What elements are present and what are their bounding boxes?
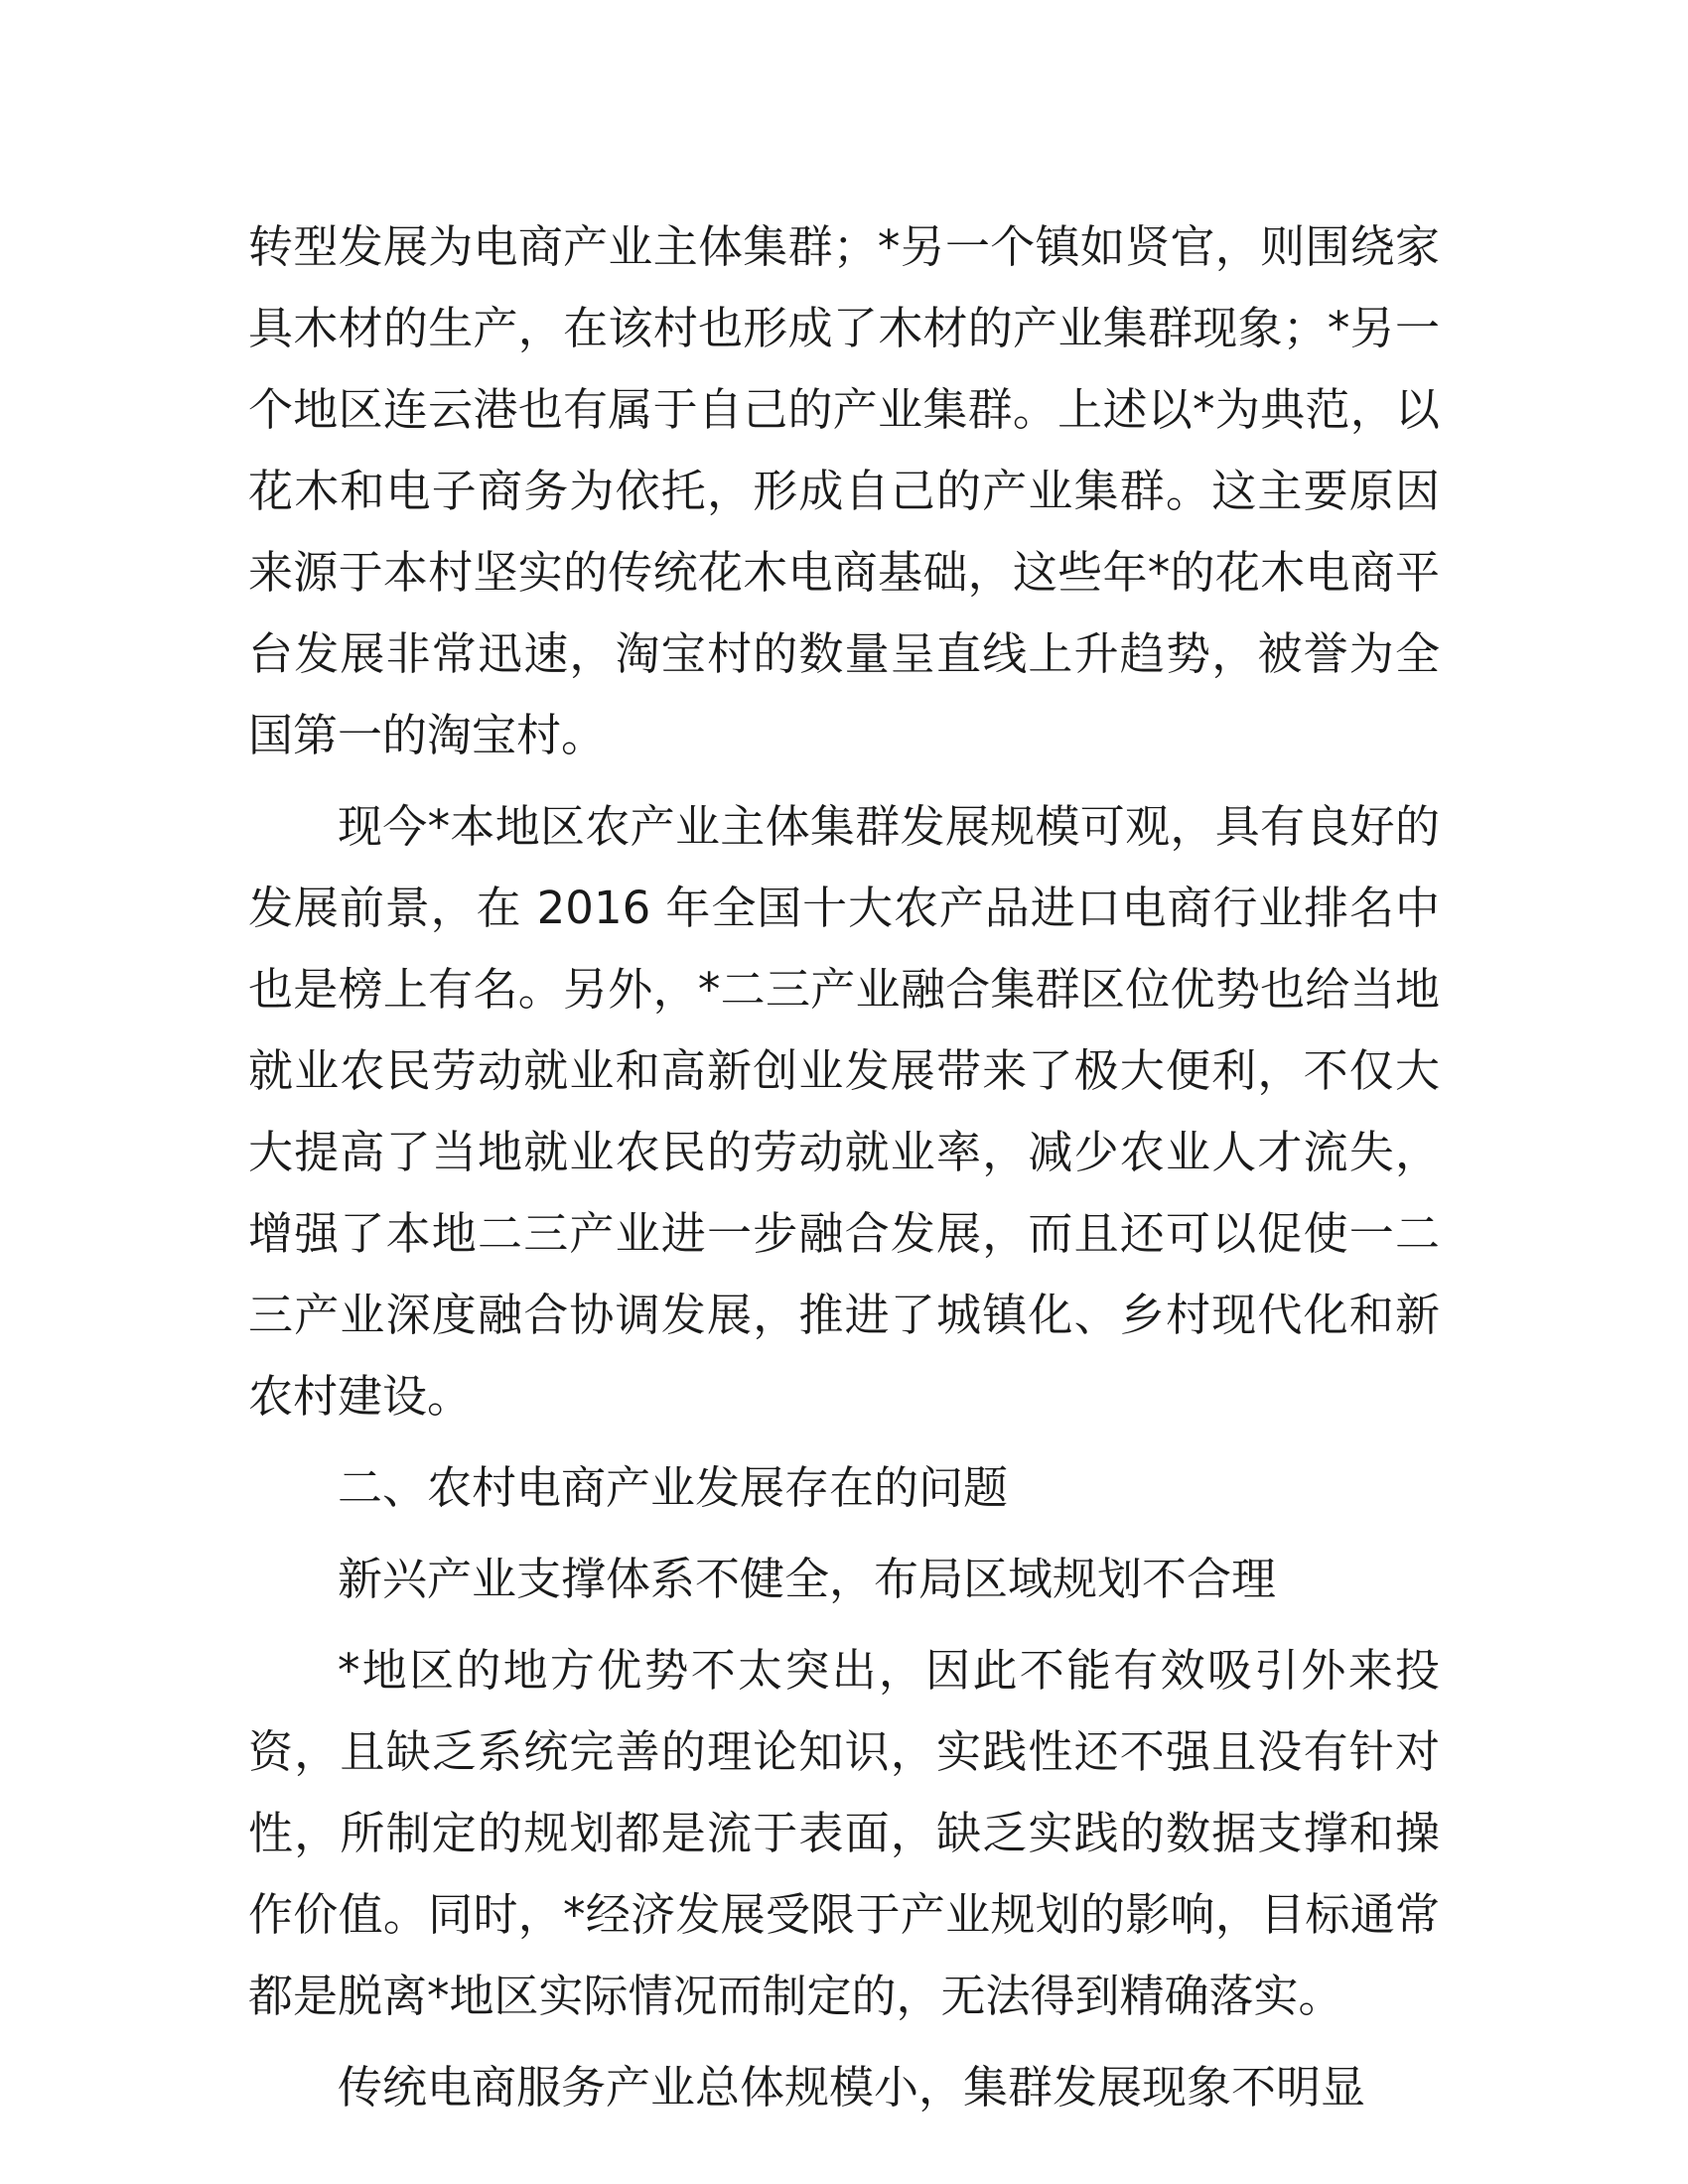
paragraph-regional-advantage: *地区的地方优势不太突出，因此不能有效吸引外来投资，且缺乏系统完善的理论知识，实践性还不强且没有针对性，所制定的规划都是流于表面，缺乏实践的数据支撑和操作价值。同时，*经济发展受限于产业规划的影响，目标通常都是脱离*地区实际情况而制定的，无法得到精确落实。	[248, 1644, 1440, 2022]
section-heading-problems: 二、农村电商产业发展存在的问题	[338, 1461, 1009, 1514]
subheading-support-system: 新兴产业支撑体系不健全，布局区域规划不合理	[338, 1553, 1277, 1605]
subheading-industry-scale: 传统电商服务产业总体规模小，集群发展现象不明显	[338, 2061, 1366, 2114]
document-body	[248, 206, 1440, 2138]
paragraph-development-scale: 现今*本地区农产业主体集群发展规模可观，具有良好的发展前景，在 2016 年全国十大农产品进口电商行业排名中也是榜上有名。另外，*二三产业融合集群区位优势也给当地就业农民劳动就业和高新创业发展带来了极大便利，不仅大大提高了当地就业农民的劳动就业率，减少农业人才流失，增强了本地二三产业进一步融合发展，而且还可以促使一二三产业深度融合协调发展，推进了城镇化、乡村现代化和新农村建设。	[248, 800, 1440, 1423]
paragraph-continuation: 转型发展为电商产业主体集群；*另一个镇如贤官，则围绕家具木材的生产，在该村也形成了木材的产业集群现象；*另一个地区连云港也有属于自己的产业集群。上述以*为典范，以花木和电子商务为依托，形成自己的产业集群。这主要原因来源于本村坚实的传统花木电商基础，这些年*的花木电商平台发展非常迅速，淘宝村的数量呈直线上升趋势，被誉为全国第一的淘宝村。	[248, 220, 1440, 761]
